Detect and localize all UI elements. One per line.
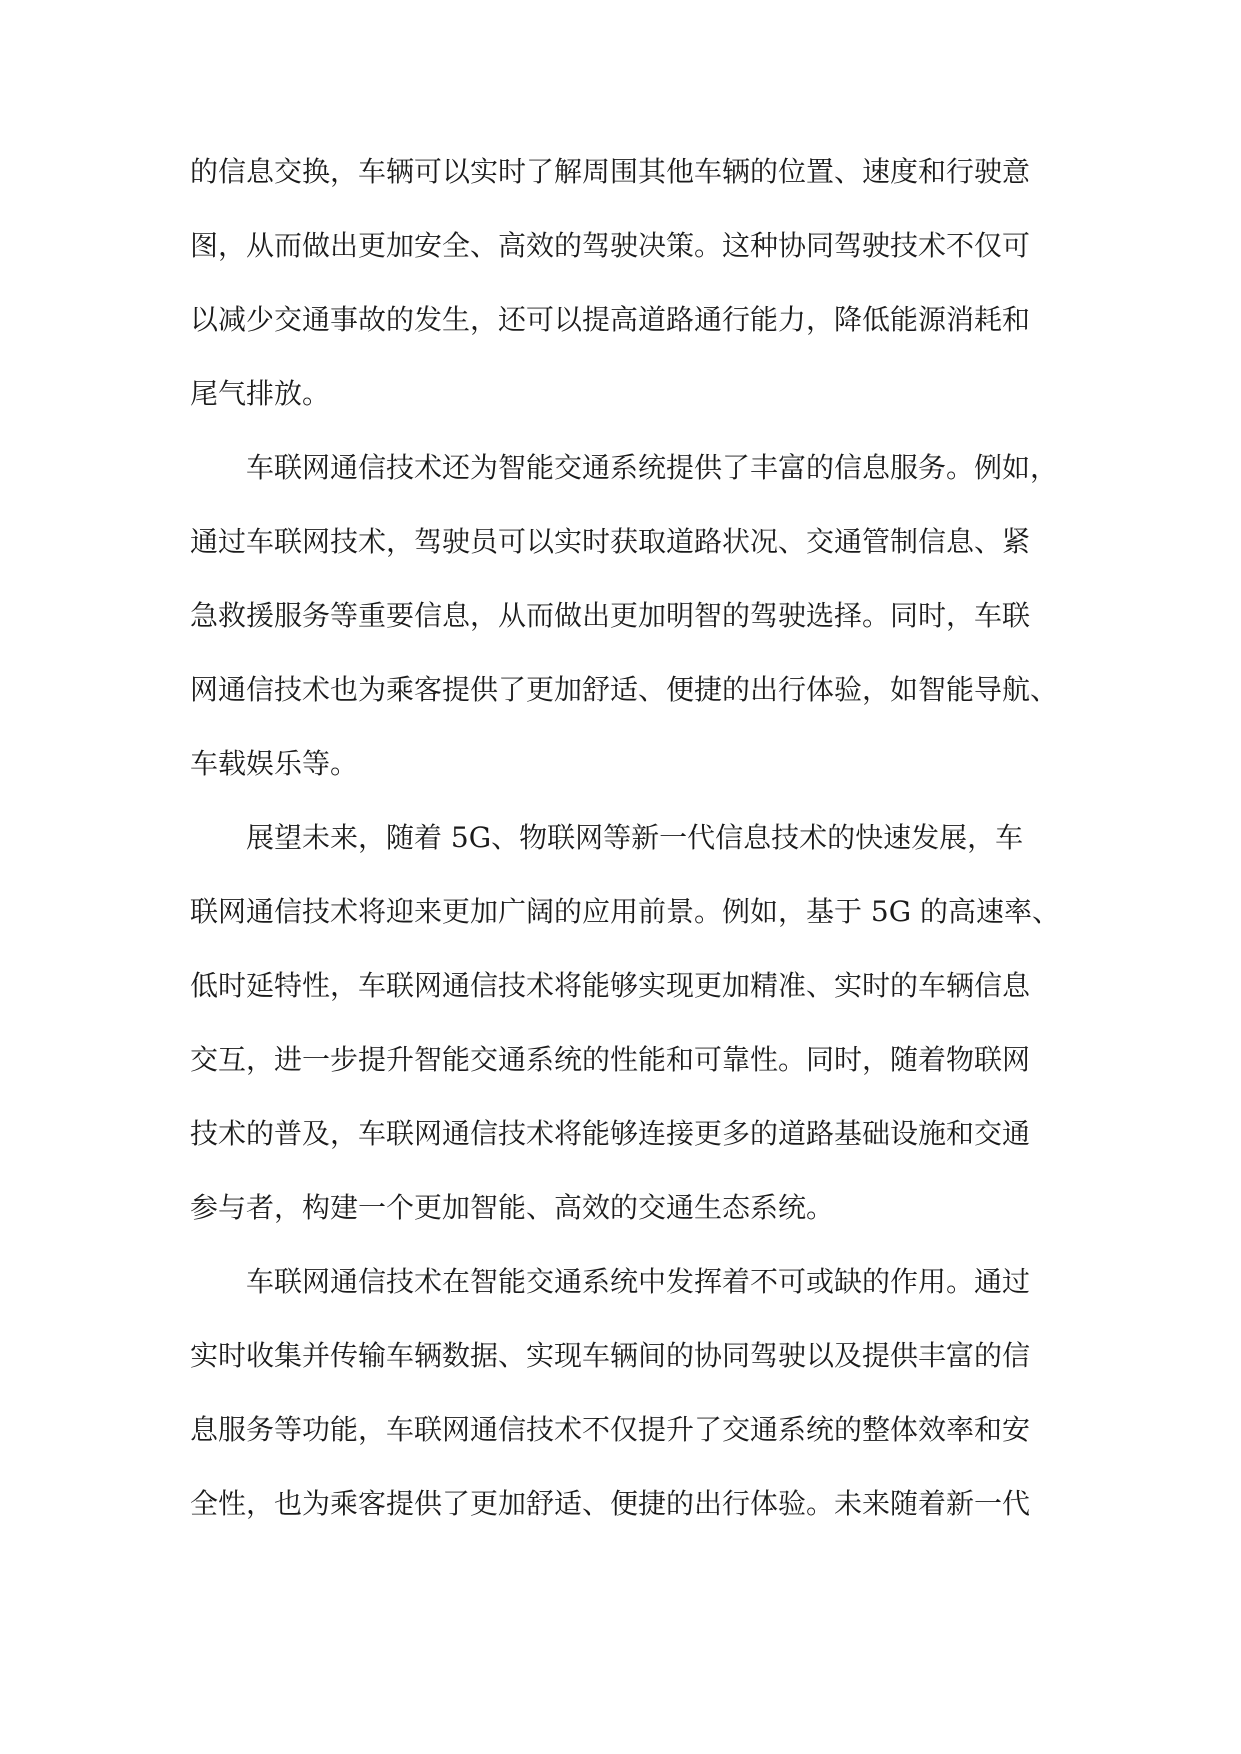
text-line: 的信息交换，车辆可以实时了解周围其他车辆的位置、速度和行驶意 [190,155,1031,188]
text-line: 实时收集并传输车辆数据、实现车辆间的协同驾驶以及提供丰富的信 [190,1339,1031,1372]
text-line: 全性，也为乘客提供了更加舒适、便捷的出行体验。未来随着新一代 [190,1487,1031,1520]
text-line: 联网通信技术将迎来更加广阔的应用前景。例如，基于 5G 的高速率、 [190,895,1060,928]
text-line: 图，从而做出更加安全、高效的驾驶决策。这种协同驾驶技术不仅可 [190,229,1031,262]
paragraph-first-line: 车联网通信技术还为智能交通系统提供了丰富的信息服务。例如， [246,451,1059,484]
text-line: 尾气排放。 [190,377,331,410]
paragraph-first-line: 展望未来，随着 5G、物联网等新一代信息技术的快速发展，车 [246,821,1024,854]
text-line: 车载娱乐等。 [190,747,359,780]
text-line: 交互，进一步提升智能交通系统的性能和可靠性。同时，随着物联网 [190,1043,1031,1076]
text-line: 通过车联网技术，驾驶员可以实时获取道路状况、交通管制信息、紧 [190,525,1031,558]
text-line: 参与者，构建一个更加智能、高效的交通生态系统。 [190,1191,835,1224]
text-line: 技术的普及，车联网通信技术将能够连接更多的道路基础设施和交通 [190,1117,1031,1150]
text-line: 以减少交通事故的发生，还可以提高道路通行能力，降低能源消耗和 [190,303,1031,336]
text-line: 低时延特性，车联网通信技术将能够实现更加精准、实时的车辆信息 [190,969,1031,1002]
body-text [190,148,1060,1554]
paragraph-first-line: 车联网通信技术在智能交通系统中发挥着不可或缺的作用。通过 [246,1265,1031,1298]
text-line: 息服务等功能，车联网通信技术不仅提升了交通系统的整体效率和安 [190,1413,1031,1446]
text-line: 网通信技术也为乘客提供了更加舒适、便捷的出行体验，如智能导航、 [190,673,1059,706]
text-line: 急救援服务等重要信息，从而做出更加明智的驾驶选择。同时，车联 [190,599,1031,632]
